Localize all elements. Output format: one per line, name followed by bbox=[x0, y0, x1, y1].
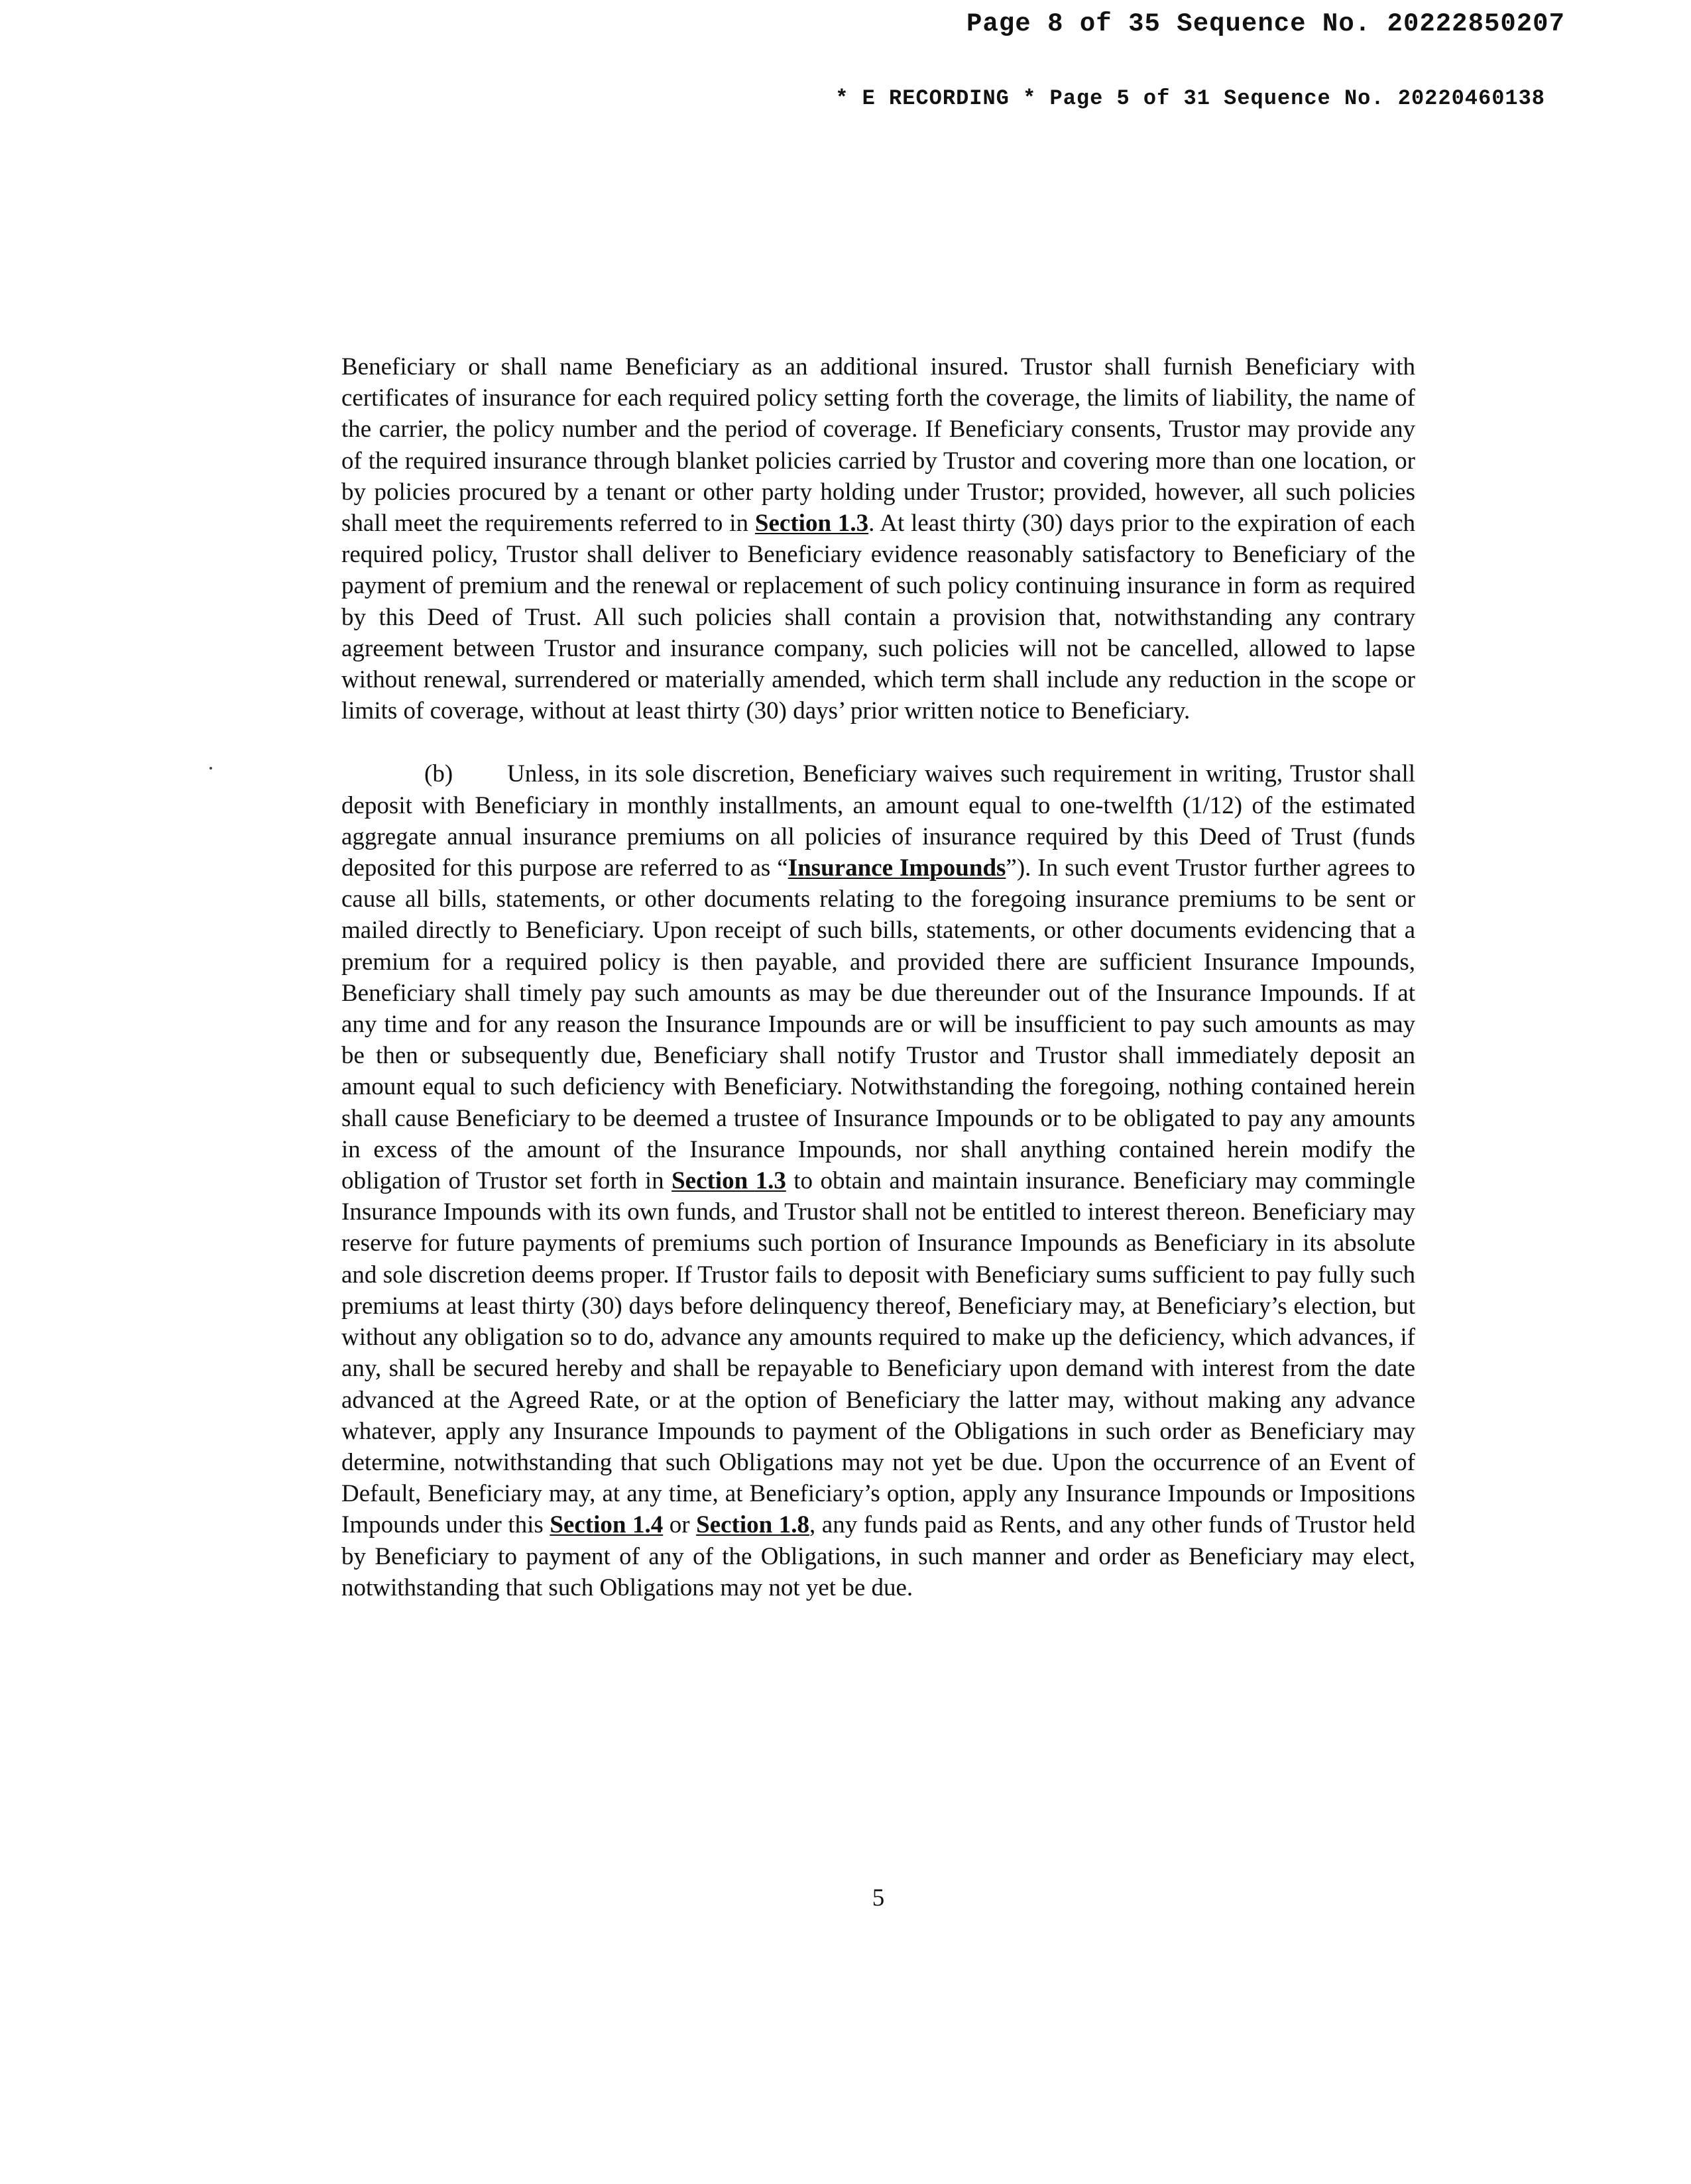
paragraph-a-text-2: . At least thirty (30) days prior to the expiration of each required policy, Trustor shall deliver to Beneficiary evidence reasonably satisfactory to Beneficiary of the payment of premium and the renewal or replacement of such policy continuing insurance in form as required by this Deed of Trust. All such policies shall contain a provision that, notwithstanding any contrary agreement between Trustor and insurance company, such policies will not be cancelled, allowed to lapse without renewal, surrendered or materially amended, which term shall include any reduction in the scope or limits of coverage, without at least thirty (30) days’ prior written notice to Beneficiary. bbox=[341, 510, 1415, 725]
section-reference-link: Section 1.3 bbox=[671, 1167, 786, 1195]
page-number: 5 bbox=[872, 1884, 885, 1912]
paragraph-a bbox=[341, 351, 1415, 726]
document-body bbox=[341, 351, 1415, 1603]
section-reference-link: Section 1.8 bbox=[696, 1511, 810, 1539]
section-reference-link: Section 1.4 bbox=[550, 1511, 664, 1539]
paragraph-b-text-1: Unless, in its sole discretion, Beneficiary waives such requirement in writing, Trustor shall deposit with Beneficiary in monthly installments, an amount equal to one-twelfth (1/12) of the estimated aggregate annual insurance premiums on all policies of insurance required by this Deed of Trust (funds deposited for this purpose are referred to as “ bbox=[341, 760, 1415, 882]
recording-stamp-primary: Page 8 of 35 Sequence No. 20222850207 bbox=[966, 9, 1565, 38]
defined-term: Insurance Impounds bbox=[787, 854, 1006, 882]
paragraph-b-text-5: , any funds paid as Rents, and any other funds of Trustor held by Beneficiary to payment of any of the Obligations, in such manner and order as Beneficiary may elect, notwithstanding that such Obligations may not yet be due. bbox=[341, 1511, 1415, 1601]
paragraph-b bbox=[341, 758, 1415, 1603]
paragraph-b-text-4: or bbox=[663, 1511, 697, 1539]
paragraph-a-text-1: Beneficiary or shall name Beneficiary as an additional insured. Trustor shall furnish Beneficiary with certificates of insurance for each required policy setting forth the coverage, the limits of liability, the name of the carrier, the policy number and the period of coverage. If Beneficiary consents, Trustor may provide any of the required insurance through blanket policies carried by Trustor and covering more than one location, or by policies procured by a tenant or other party holding under Trustor; provided, however, all such policies shall meet the requirements referred to in bbox=[341, 353, 1415, 538]
section-reference-link: Section 1.3 bbox=[754, 510, 869, 538]
recording-stamp-secondary: * E RECORDING * Page 5 of 31 Sequence No. 20220460138 bbox=[835, 86, 1545, 111]
paragraph-b-label: (b) bbox=[424, 760, 453, 788]
paragraph-b-text-2: ”). In such event Trustor further agrees to cause all bills, statements, or other documents relating to the foregoing insurance premiums to be sent or mailed directly to Beneficiary. Upon receipt of such bills, statements, or other documents evidencing that a premium for a required policy is then payable, and provided there are sufficient Insurance Impounds, Beneficiary shall timely pay such amounts as may be due thereunder out of the Insurance Impounds. If at any time and for any reason the Insurance Impounds are or will be insufficient to pay such amounts as may be then or subsequently due, Beneficiary shall notify Trustor and Trustor shall immediately deposit an amount equal to such deficiency with Beneficiary. Notwithstanding the foregoing, nothing contained herein shall cause Beneficiary to be deemed a trustee of Insurance Impounds or to be obligated to pay any amounts in excess of the amount of the Insurance Impounds, nor shall anything contained herein modify the obligation of Trustor set forth in bbox=[341, 854, 1415, 1195]
scan-artifact-dot bbox=[209, 767, 212, 770]
paragraph-b-text-3: to obtain and maintain insurance. Beneficiary may commingle Insurance Impounds with its own funds, and Trustor shall not be entitled to interest thereon. Beneficiary may reserve for future payments of premiums such portion of Insurance Impounds as Beneficiary in its absolute and sole discretion deems proper. If Trustor fails to deposit with Beneficiary sums sufficient to pay fully such premiums at least thirty (30) days before delinquency thereof, Beneficiary may, at Beneficiary’s election, but without any obligation so to do, advance any amounts required to make up the deficiency, which advances, if any, shall be secured hereby and shall be repayable to Beneficiary upon demand with interest from the date advanced at the Agreed Rate, or at the option of Beneficiary the latter may, without making any advance whatever, apply any Insurance Impounds to payment of the Obligations in such order as Beneficiary may determine, notwithstanding that such Obligations may not yet be due. Upon the occurrence of an Event of Default, Beneficiary may, at any time, at Beneficiary’s option, apply any Insurance Impounds or Impositions Impounds under this bbox=[341, 1167, 1416, 1539]
